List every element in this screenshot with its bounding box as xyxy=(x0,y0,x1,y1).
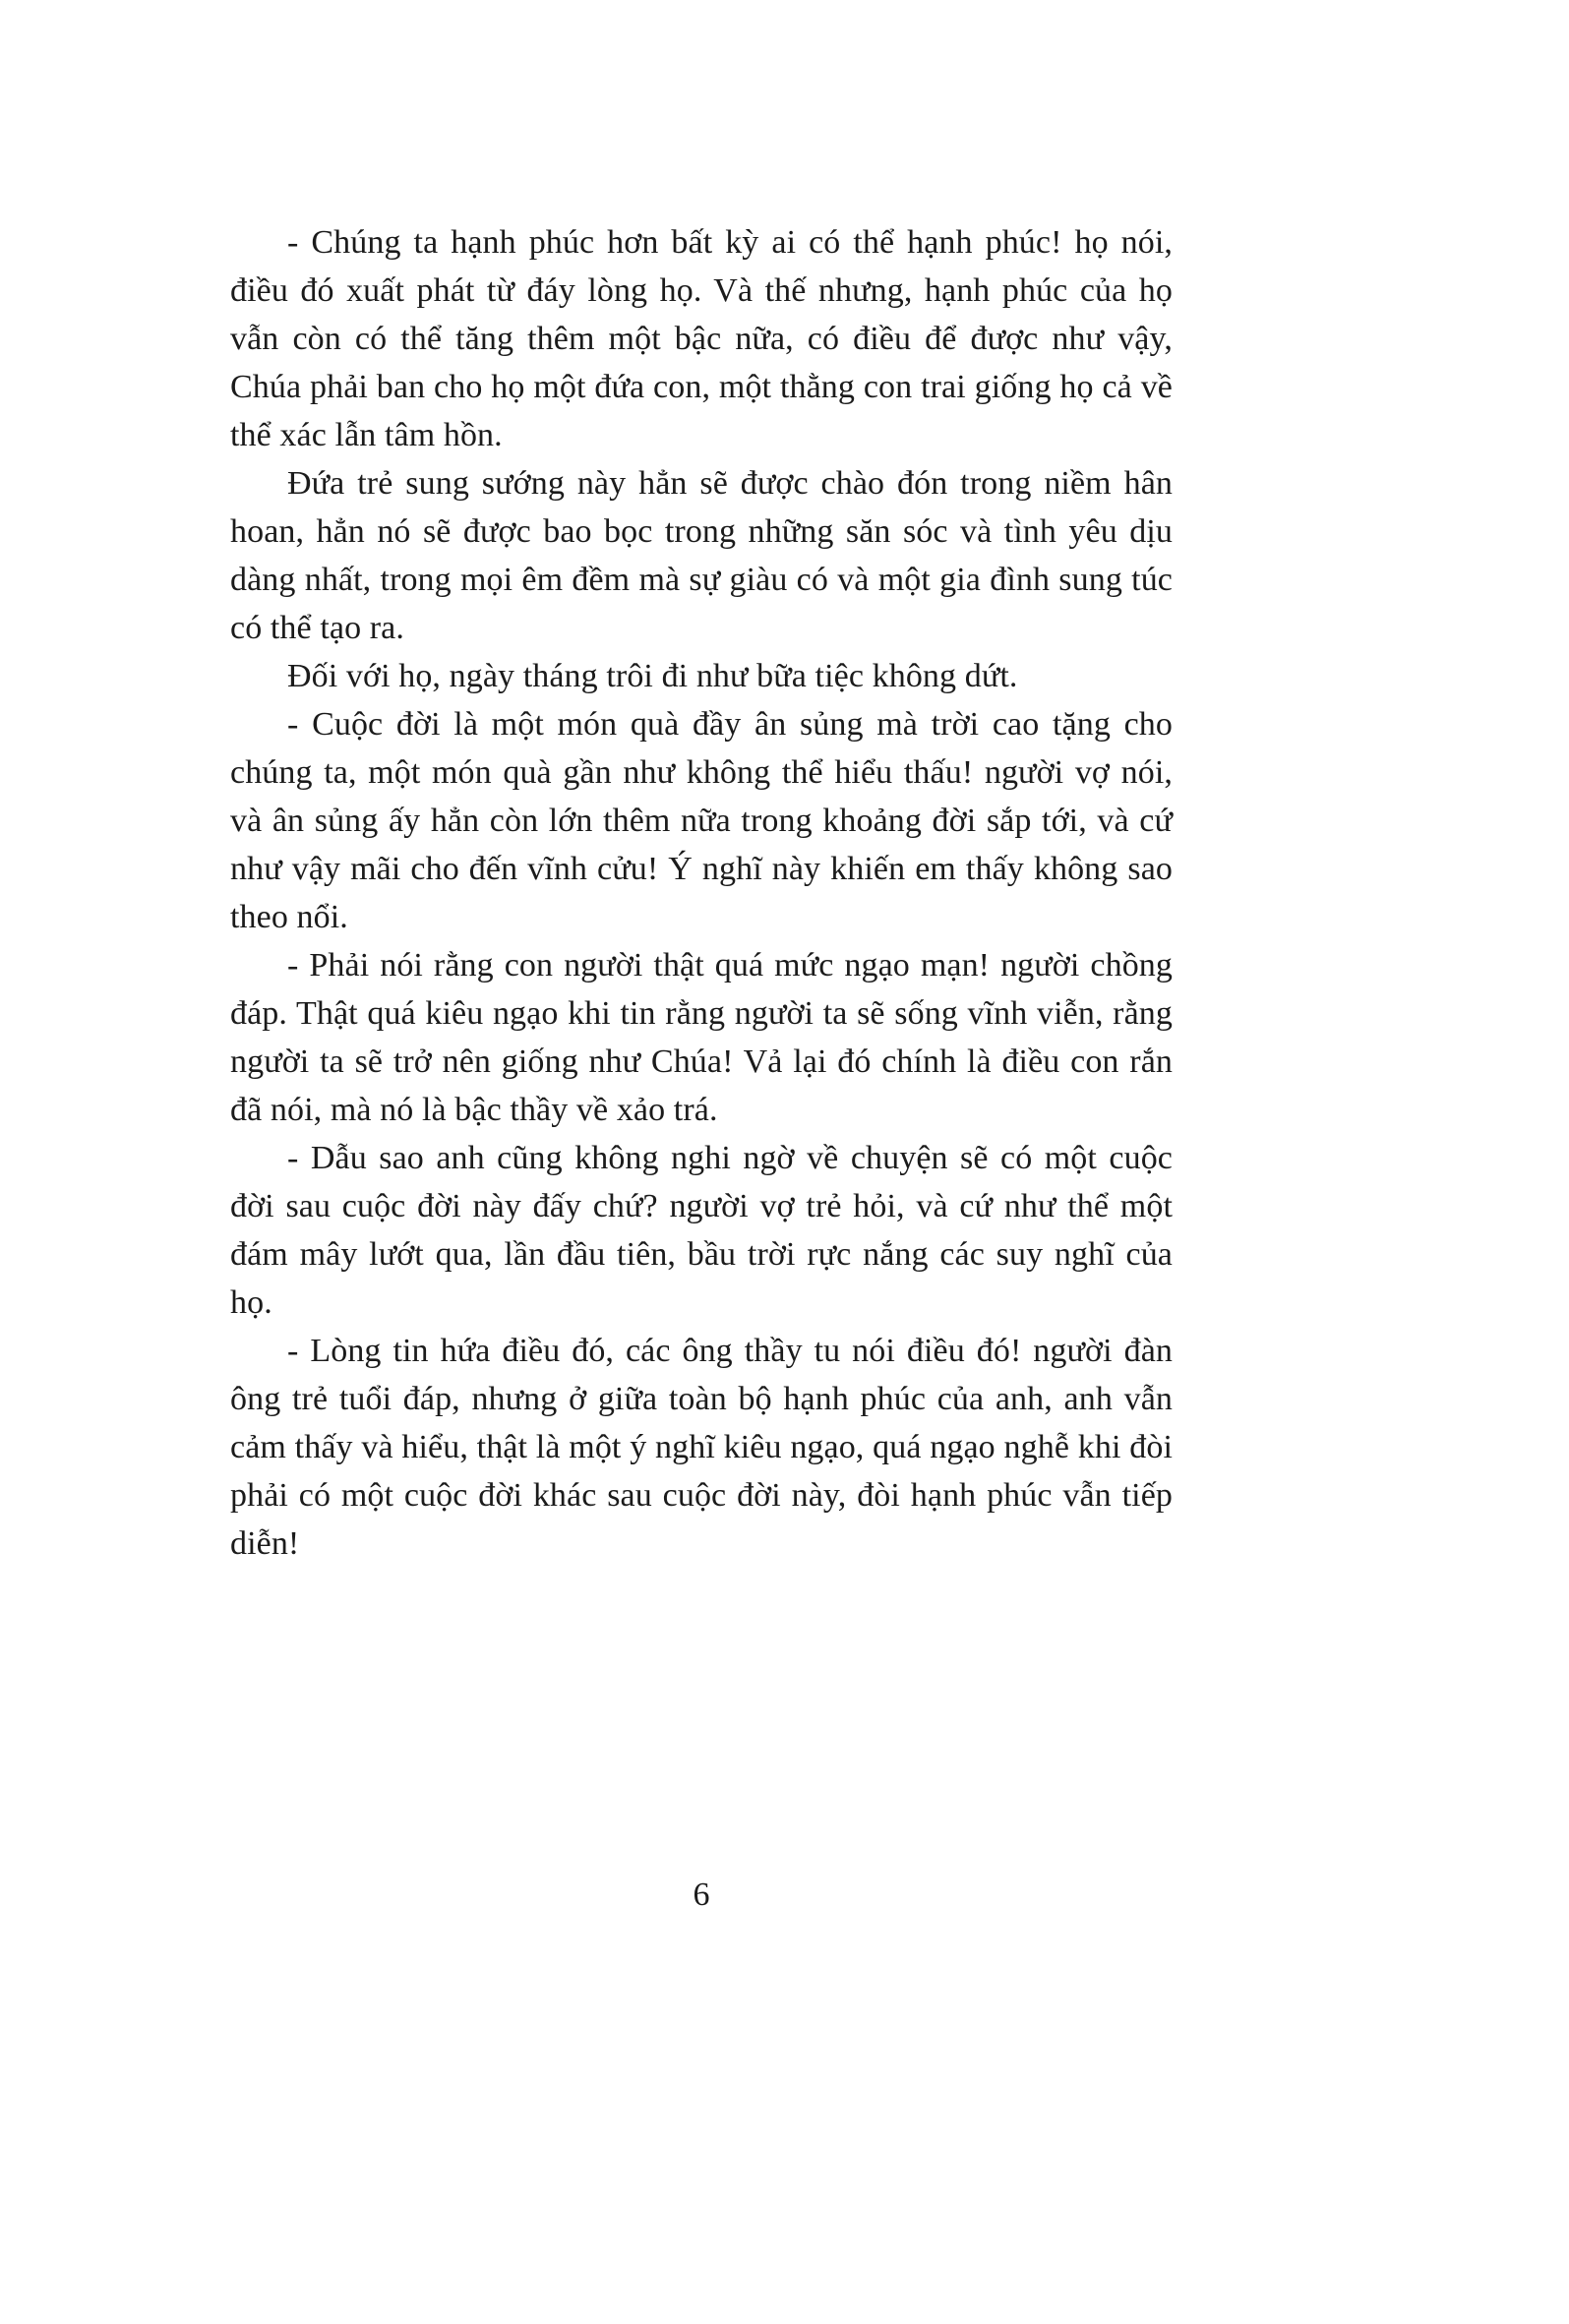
paragraph: Đối với họ, ngày tháng trôi đi như bữa tiệc không dứt. xyxy=(287,658,1018,694)
paragraph: Đứa trẻ sung sướng này hẳn sẽ được chào đón trong niềm hân hoan, hẳn nó sẽ được bao bọc trong những săn sóc và tình yêu dịu dàng nhất, trong mọi êm đềm mà sự giàu có và một gia đình sung túc có thể tạo ra. xyxy=(230,465,1173,646)
paragraph: - Chúng ta hạnh phúc hơn bất kỳ ai có thể hạnh phúc! họ nói, điều đó xuất phát từ đáy lòng họ. Và thế nhưng, hạnh phúc của họ vẫn còn có thể tăng thêm một bậc nữa, có điều để được như vậy, Chúa phải ban cho họ một đứa con, một thằng con trai giống họ cả về thể xác lẫn tâm hồn. xyxy=(230,224,1173,453)
page-number: 6 xyxy=(693,1877,710,1913)
paragraph: - Phải nói rằng con người thật quá mức ngạo mạn! người chồng đáp. Thật quá kiêu ngạo khi tin rằng người ta sẽ sống vĩnh viễn, rằng người ta sẽ trở nên giống như Chúa! Vả lại đó chính là điều con rắn đã nói, mà nó là bậc thầy về xảo trá. xyxy=(230,947,1173,1128)
paragraph: - Dẫu sao anh cũng không nghi ngờ về chuyện sẽ có một cuộc đời sau cuộc đời này đấy chứ? người vợ trẻ hỏi, và cứ như thể một đám mây lướt qua, lần đầu tiên, bầu trời rực nắng các suy nghĩ của họ. xyxy=(230,1140,1173,1321)
paragraph: - Lòng tin hứa điều đó, các ông thầy tu nói điều đó! người đàn ông trẻ tuổi đáp, nhưng ở giữa toàn bộ hạnh phúc của anh, anh vẫn cảm thấy và hiểu, thật là một ý nghĩ kiêu ngạo, quá ngạo nghễ khi đòi phải có một cuộc đời khác sau cuộc đời này, đòi hạnh phúc vẫn tiếp diễn! xyxy=(230,1333,1173,1562)
paragraph: - Cuộc đời là một món quà đầy ân sủng mà trời cao tặng cho chúng ta, một món quà gần như không thể hiểu thấu! người vợ nói, và ân sủng ấy hẳn còn lớn thêm nữa trong khoảng đời sắp tới, và cứ như vậy mãi cho đến vĩnh cửu! Ý nghĩ này khiến em thấy không sao theo nổi. xyxy=(230,706,1173,935)
body-text xyxy=(230,218,1173,1568)
